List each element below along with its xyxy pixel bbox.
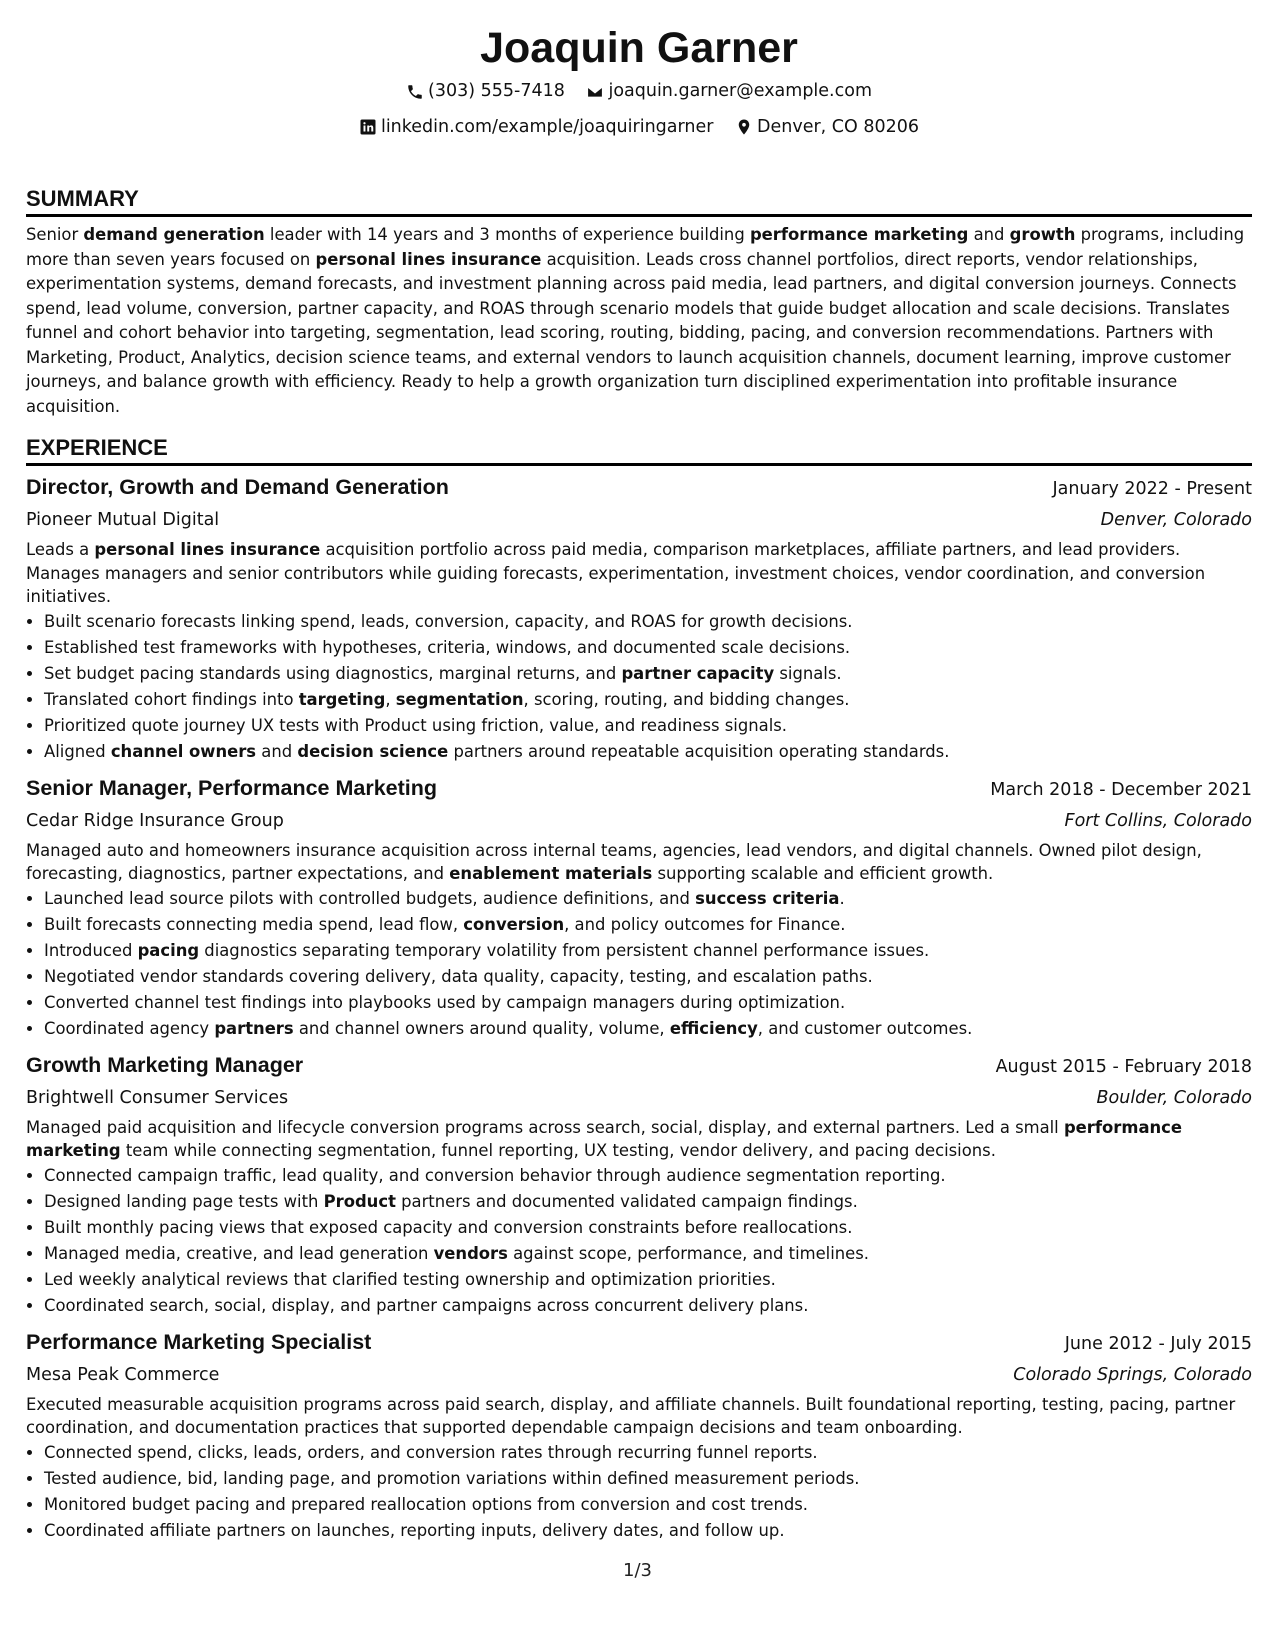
job-location: Denver, Colorado [1100,510,1252,530]
job-subheader [26,1360,1252,1390]
job-bullet: • Tested audience, bid, landing page, and promotion variations within defined measurement periods. [44,1466,1252,1492]
job-title: Director, Growth and Demand Generation [26,475,449,499]
contact-line-2 [26,112,1252,148]
job-entry [26,472,1252,765]
job-bullet: • Prioritized quote journey UX tests with Product using friction, value, and readiness signals. [44,713,1252,739]
phone-icon [406,83,424,101]
job-subheader [26,505,1252,535]
job-bullet: • Aligned channel owners and decision science partners around repeatable acquisition operating standards. [44,739,1252,765]
job-bullet: • Monitored budget pacing and prepared reallocation options from conversion and cost trends. [44,1492,1252,1518]
summary-heading: SUMMARY [26,185,1252,217]
envelope-icon [586,83,604,101]
company-name: Pioneer Mutual Digital [26,510,220,530]
map-pin-icon [735,118,753,136]
job-location: Fort Collins, Colorado [1064,810,1252,831]
experience-section [26,434,1252,1544]
job-description: Managed auto and homeowners insurance acquisition across internal teams, agencies, lead vendors, and digital channels. Owned pilot design, forecasting, diagnostics, partner expectations, and enablement materials supporting scalable and efficient growth. [26,840,1202,883]
job-bullet: • Built forecasts connecting media spend, lead flow, conversion, and policy outcomes for Finance. [44,912,1252,938]
job-title: Growth Marketing Manager [26,1052,304,1077]
email-contact[interactable] [586,76,872,107]
email-address[interactable]: joaquin.garner@example.com [608,81,872,101]
experience-heading: EXPERIENCE [26,434,1252,466]
job-subheader [26,806,1252,836]
job-bullet: • Coordinated search, social, display, and partner campaigns across concurrent delivery plans. [44,1293,1252,1319]
job-bullet: • Coordinated agency partners and channel owners around quality, volume, efficiency, and customer outcomes. [44,1016,1252,1042]
job-bullet: • Built scenario forecasts linking spend, leads, conversion, capacity, and ROAS for growth decisions. [44,609,1252,635]
resume-header [26,20,1252,147]
job-bullet: • Launched lead source pilots with controlled budgets, audience definitions, and success criteria. [44,886,1252,912]
job-title: Performance Marketing Specialist [26,1329,372,1354]
job-description: Executed measurable acquisition programs across paid search, display, and affiliate channels. Built foundational reporting, testing, pacing, partner coordination, and documentation practices that supported dependable campaign decisions and team onboarding. [26,1394,1236,1437]
job-header [26,1327,1252,1360]
job-description: Managed paid acquisition and lifecycle conversion programs across search, social, display, and external partners. Led a small performance marketing team while connecting segmentation, funnel reporting, UX testing, vendor delivery, and pacing decisions. [26,1117,1183,1160]
job-entry [26,1050,1252,1319]
location-text: Denver, CO 80206 [757,116,920,137]
job-dates: March 2018 - December 2021 [990,779,1252,800]
job-bullet: • Connected campaign traffic, lead quality, and conversion behavior through audience segmentation reporting. [44,1163,1252,1189]
linkedin-icon [359,118,377,136]
job-header [26,773,1252,806]
job-location: Boulder, Colorado [1096,1087,1252,1108]
linkedin-url[interactable]: linkedin.com/example/joaquiringarner [380,116,714,137]
company-name: Cedar Ridge Insurance Group [26,810,284,831]
phone-contact [406,76,565,107]
job-bullet: • Established test frameworks with hypotheses, criteria, windows, and documented scale decisions. [44,635,1252,661]
job-bullets [26,1163,1252,1319]
phone-number: (303) 555-7418 [428,81,565,101]
job-description: Leads a personal lines insurance acquisition portfolio across paid media, comparison marketplaces, affiliate partners, and lead providers. Manages managers and senior contributors while guiding forecasts, experimentation, investment choices, vendor coordination, and conversion initiatives. [26,540,1206,606]
job-dates: June 2012 - July 2015 [1064,1333,1252,1354]
job-bullets [26,886,1252,1042]
job-bullet: • Led weekly analytical reviews that clarified testing ownership and optimization priorities. [44,1267,1252,1293]
job-header [26,1050,1252,1083]
job-bullet: • Translated cohort findings into targeting, segmentation, scoring, routing, and bidding changes. [44,687,1252,713]
job-bullet: • Connected spend, clicks, leads, orders, and conversion rates through recurring funnel reports. [44,1440,1252,1466]
job-bullet: • Managed media, creative, and lead generation vendors against scope, performance, and timelines. [44,1241,1252,1267]
job-bullet: • Converted channel test findings into playbooks used by campaign managers during optimization. [44,990,1252,1016]
job-bullets [26,609,1252,765]
job-location: Colorado Springs, Colorado [1013,1364,1252,1385]
job-bullet: • Negotiated vendor standards covering delivery, data quality, capacity, testing, and escalation paths. [44,964,1252,990]
job-bullet: • Designed landing page tests with Product partners and documented validated campaign findings. [44,1189,1252,1215]
job-bullet: • Coordinated affiliate partners on launches, reporting inputs, delivery dates, and follow up. [44,1518,1252,1544]
summary-section [26,185,1252,419]
job-list [26,472,1252,1544]
summary-text: Senior demand generation leader with 14 years and 3 months of experience building performance marketing and growth programs, including more than seven years focused on personal lines insurance acquisition. Leads cross channel portfolios, direct reports, vendor relationships, experimentation systems, demand forecasts, and investment planning across paid media, lead partners, and digital conversion journeys. Connects spend, lead volume, conversion, partner capacity, and ROAS through scenario models that guide budget allocation and scale decisions. Translates funnel and cohort behavior into targeting, segmentation, lead scoring, routing, bidding, pacing, and conversion recommendations. Partners with Marketing, Product, Analytics, decision science teams, and external vendors to launch acquisition channels, document learning, improve customer journeys, and balance growth with efficiency. Ready to help a growth organization turn disciplined experimentation into profitable insurance acquisition. [26,225,1245,416]
job-dates: January 2022 - Present [1052,479,1252,499]
job-subheader [26,1083,1252,1113]
job-title: Senior Manager, Performance Marketing [26,775,438,800]
job-bullet: • Built monthly pacing views that exposed capacity and conversion constraints before reallocations. [44,1215,1252,1241]
job-entry [26,1327,1252,1544]
contact-line-1 [26,76,1252,112]
resume-page [26,20,1252,1544]
company-name: Brightwell Consumer Services [26,1087,289,1108]
job-dates: August 2015 - February 2018 [995,1056,1252,1077]
candidate-name: Joaquin Garner [480,24,798,72]
job-entry [26,773,1252,1042]
linkedin-contact[interactable] [359,112,713,143]
job-bullet: • Set budget pacing standards using diagnostics, marginal returns, and partner capacity signals. [44,661,1252,687]
page-number: 1/3 [623,1560,652,1581]
job-header [26,472,1252,505]
job-bullet: • Introduced pacing diagnostics separating temporary volatility from persistent channel performance issues. [44,938,1252,964]
company-name: Mesa Peak Commerce [26,1364,220,1385]
location-contact [735,112,919,143]
job-bullets [26,1440,1252,1544]
